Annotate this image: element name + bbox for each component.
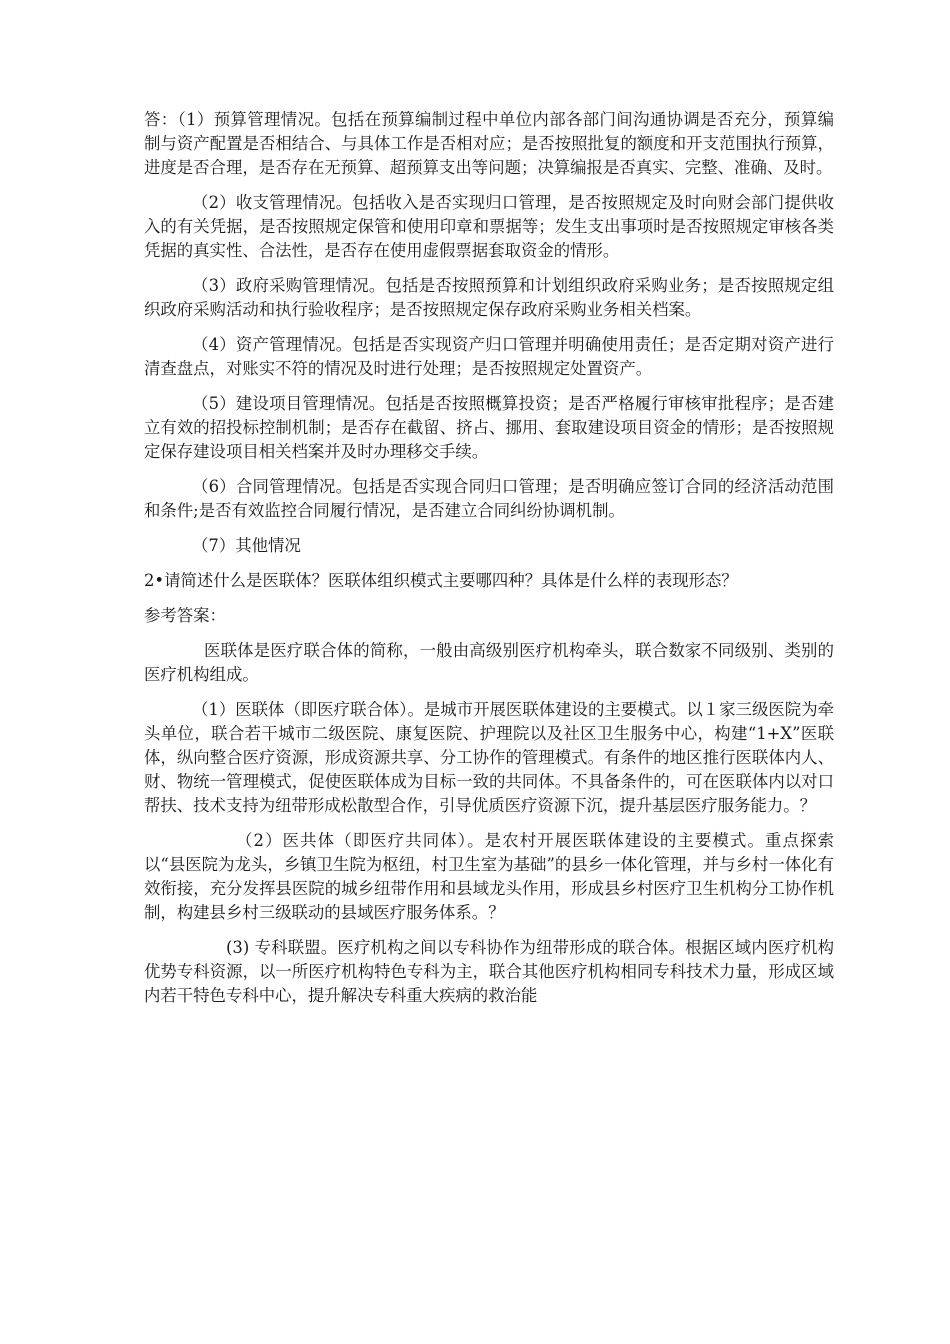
reference-answer-heading: 参考答案：	[144, 606, 226, 625]
answer-other: （7）其他情况	[192, 536, 301, 555]
answer-budget-management: 答：（1）预算管理情况。包括在预算编制过程中单位内部各部门间沟通协调是否充分，预算编制与资产配置是否相结合、与具体工作是否相对应；是否按照批复的额度和开支范围执行预算，进度是否合理，是否存在无预算、超预算支出等问题；决算编报是否真实、完整、准确、及时。	[144, 110, 834, 177]
medical-alliance-definition: 医联体是医疗联合体的简称，一般由高级别医疗机构牵头，联合数家不同级别、类别的医疗机构组成。	[144, 641, 834, 684]
answer-asset-management: （4）资产管理情况。包括是否实现资产归口管理并明确使用责任；是否定期对资产进行清查盘点，对账实不符的情况及时进行处理；是否按照规定处置资产。	[144, 335, 834, 378]
answer-contract-management: （6）合同管理情况。包括是否实现合同归口管理；是否明确应签订合同的经济活动范围和条件;是否有效监控合同履行情况，是否建立合同纠纷协调机制。	[144, 477, 834, 520]
answer-revenue-expenditure: （2）收支管理情况。包括收入是否实现归口管理，是否按照规定及时向财会部门提供收入的有关凭据，是否按照规定保管和使用印章和票据等；发生支出事项时是否按照规定审核各类凭据的真实性、合法性，是否存在使用虚假票据套取资金的情形。	[144, 193, 834, 260]
mode-medical-community: （2）医共体（即医疗共同体）。是农村开展医联体建设的主要模式。重点探索以“县医院为龙头，乡镇卫生院为枢纽，村卫生室为基础”的县乡一体化管理，并与乡村一体化有效衔接，充分发挥县医院的城乡纽带作用和县域龙头作用，形成县乡村医疗卫生机构分工协作机制，构建县乡村三级联动的县域医疗服务体系。？	[144, 831, 834, 922]
answer-government-procurement: （3）政府采购管理情况。包括是否按照预算和计划组织政府采购业务；是否按照规定组织政府采购活动和执行验收程序；是否按照规定保存政府采购业务相关档案。	[144, 276, 834, 319]
document-page	[144, 108, 834, 1019]
mode-specialty-alliance: (3) 专科联盟。医疗机构之间以专科协作为纽带形成的联合体。根据区域内医疗机构优势专科资源，以一所医疗机构特色专科为主，联合其他医疗机构相同专科技术力量，形成区域内若干特色专科中心，提升解决专科重大疾病的救治能	[144, 938, 834, 1005]
mode-medical-alliance: （1）医联体（即医疗联合体）。是城市开展医联体建设的主要模式。以１家三级医院为牵头单位，联合若干城市二级医院、康复医院、护理院以及社区卫生服务中心，构建“1+X”医联体，纵向整合医疗资源，形成资源共享、分工协作的管理模式。有条件的地区推行医联体内人、财、物统一管理模式，促使医联体成为目标一致的共同体。不具备条件的，可在医联体内以对口帮扶、技术支持为纽带形成松散型合作，引导优质医疗资源下沉，提升基层医疗服务能力。？	[144, 700, 834, 815]
answer-construction-projects: （5）建设项目管理情况。包括是否按照概算投资；是否严格履行审核审批程序；是否建立有效的招投标控制机制；是否存在截留、挤占、挪用、套取建设项目资金的情形；是否按照规定保存建设项目相关档案并及时办理移交手续。	[144, 394, 834, 461]
question-2: 2•请简述什么是医联体？医联体组织模式主要哪四种？具体是什么样的表现形态？	[144, 571, 738, 590]
